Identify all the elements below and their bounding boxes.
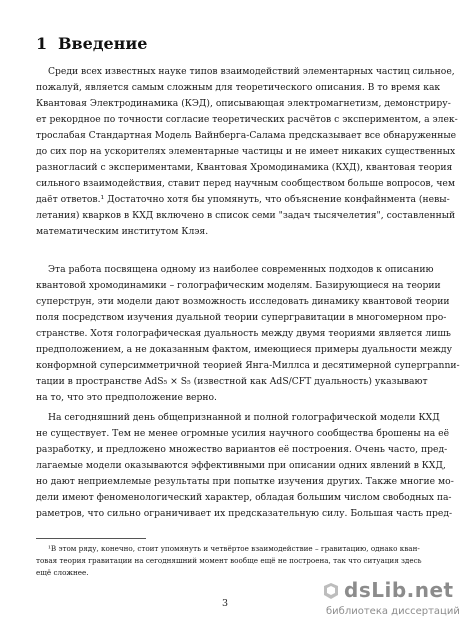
text-line: на то, что это предположение верно. <box>36 392 217 403</box>
text-line: трослабая Стандартная Модель Вайнберга-Салама предсказывает все обнаруженные <box>36 130 457 141</box>
text-line: На сегодняшний день общепризнанной и полной голографической модели КХД <box>48 412 440 423</box>
text-line: Квантовая Электродинамика (КЭД), описывающая электромагнетизм, демонстриру- <box>36 98 451 109</box>
text-line: Эта работа посвящена одному из наиболее современных подходов к описанию <box>48 264 434 275</box>
section-heading <box>36 34 147 53</box>
text-line: пожалуй, является самым сложным для теоретического описания. В то время как <box>36 82 441 93</box>
page-number: 3 <box>221 598 229 609</box>
text-line: даёт ответов.¹ Достаточно хотя бы упомянуть, что объяснение конфайнмента (невы- <box>36 194 450 205</box>
footnote-line: ещё сложнее. <box>36 568 89 577</box>
text-line: сильного взаимодействия, ставит перед научным сообществом больше вопросов, чем <box>36 178 456 189</box>
watermark-logo-text: dsLib.net <box>344 578 454 602</box>
text-line: разработку, и предложено множество вариантов её построения. Очень часто, пред- <box>36 444 448 455</box>
text-line: ет рекордное по точности согласие теоретических расчётов с экспериментом, а элек- <box>36 114 458 125</box>
text-line: дели имеют феноменологический характер, обладая большим числом свободных па- <box>36 492 452 503</box>
text-line: раметров, что сильно ограничивает их предсказательную силу. Большая часть пред- <box>36 508 453 519</box>
text-line: конформной суперсимметричной теорией Янга-Миллса и десятимерной супергрannи- <box>36 360 460 371</box>
text-line: лагаемые модели оказываются эффективными при описании одних явлений в КХД, <box>36 460 446 471</box>
watermark-logo-icon <box>322 582 340 600</box>
watermark-subtitle: библиотека диссертаций <box>326 606 460 617</box>
text-line: квантовой хромодинамики – голографическим моделям. Базирующиеся на теории <box>36 280 441 291</box>
footnote-line: товая теория гравитации на сегодняшний момент вообще ещё не построена, так что ситуация здесь <box>36 556 422 565</box>
text-line: разногласий с экспериментами, Квантовая Хромодинамика (КХД), квантовая теория <box>36 162 453 173</box>
text-line: поля посредством изучения дуальной теории супергравитации в многомерном про- <box>36 312 447 323</box>
watermark <box>322 578 460 626</box>
text-line: математическим институтом Клэя. <box>36 226 209 237</box>
text-line: летания) кварков в КХД включено в список семи "задач тысячелетия", составленный <box>36 210 456 221</box>
text-line: тации в пространстве AdS₅ × S₅ (известной как AdS/CFT дуальность) указывают <box>36 376 428 387</box>
text-line: предположением, а не доказанным фактом, имеющиеся примеры дуальности между <box>36 344 452 355</box>
section-number: 1 <box>36 34 48 53</box>
text-line: не существует. Тем не менее огромные усилия научного сообщества брошены на её <box>36 428 450 439</box>
text-line: Среди всех известных науке типов взаимодействий элементарных частиц сильное, <box>48 66 455 77</box>
footnote-rule <box>36 538 146 539</box>
text-line: странстве. Хотя голографическая дуальность между двумя теориями является лишь <box>36 328 451 339</box>
footnote-line: ¹В этом ряду, конечно, стоит упомянуть и четвёртое взаимодействие – гравитацию, однако кван- <box>48 544 420 553</box>
section-title: Введение <box>58 34 148 53</box>
text-line: суперструн, эти модели дают возможность исследовать динамику квантовой теории <box>36 296 450 307</box>
text-line: до сих пор на ускорителях элементарные частицы и не имеет никаких существенных <box>36 146 456 157</box>
text-line: но дают неприемлемые результаты при попытке изучения других. Также многие мо- <box>36 476 454 487</box>
